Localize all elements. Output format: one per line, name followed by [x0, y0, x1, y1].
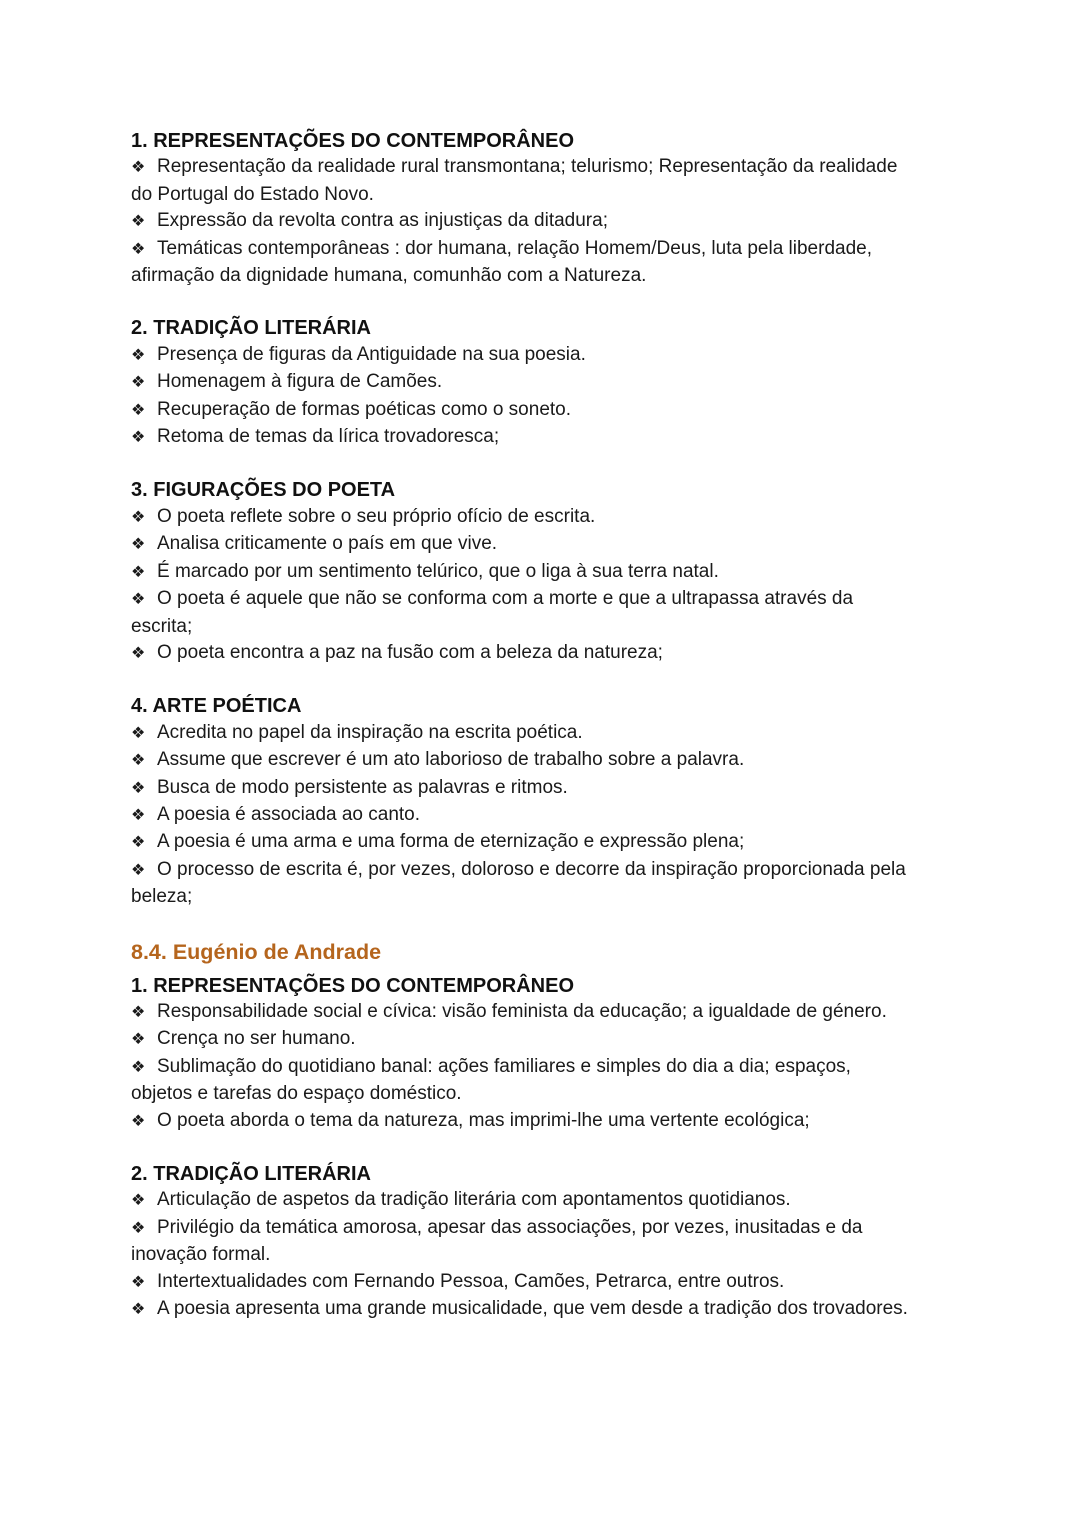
list-item: ❖ Intertextualidades com Fernando Pessoa, Camões, Petrarca, entre outros. — [131, 1269, 961, 1296]
section-tradicao-literaria — [131, 315, 961, 451]
list-item-continuation: afirmação da dignidade humana, comunhão com a Natureza. — [131, 265, 647, 287]
diamond-bullet-icon: ❖ — [131, 834, 146, 852]
diamond-bullet-icon: ❖ — [131, 1219, 146, 1237]
list-item: ❖ O poeta reflete sobre o seu próprio ofício de escrita. — [131, 504, 961, 531]
list-item: ❖ Busca de modo persistente as palavras e ritmos. — [131, 775, 961, 802]
document-page — [131, 128, 961, 1349]
list-item: ❖ Presença de figuras da Antiguidade na sua poesia. — [131, 342, 961, 369]
section-representacoes-contemporaneo-andrade — [131, 973, 961, 1135]
diamond-bullet-icon: ❖ — [131, 644, 146, 662]
section-heading: 2. TRADIÇÃO LITERÁRIA — [131, 1163, 371, 1185]
section-figuracoes-poeta — [131, 477, 961, 667]
section-heading: 2. TRADIÇÃO LITERÁRIA — [131, 317, 371, 340]
diamond-bullet-icon: ❖ — [131, 724, 146, 742]
section-heading: 3. FIGURAÇÕES DO POETA — [131, 479, 396, 502]
section-tradicao-literaria-andrade — [131, 1161, 961, 1323]
list-item-continuation: inovação formal. — [131, 1244, 271, 1266]
diamond-bullet-icon: ❖ — [131, 1273, 146, 1291]
list-item: ❖ Acredita no papel da inspiração na escrita poética. — [131, 720, 961, 747]
diamond-bullet-icon: ❖ — [131, 806, 146, 824]
list-item: ❖ O processo de escrita é, por vezes, doloroso e decorre da inspiração proporcionada pela — [131, 857, 961, 884]
list-item: ❖ O poeta encontra a paz na fusão com a beleza da natureza; — [131, 640, 961, 667]
list-item: ❖ A poesia é associada ao canto. — [131, 802, 961, 829]
list-item: ❖ Privilégio da temática amorosa, apesar das associações, por vezes, inusitadas e da — [131, 1215, 961, 1242]
list-item: ❖ Representação da realidade rural transmontana; telurismo; Representação da realidade — [131, 154, 961, 181]
list-item: ❖ Recuperação de formas poéticas como o soneto. — [131, 397, 961, 424]
section-heading: 1. REPRESENTAÇÕES DO CONTEMPORÂNEO — [131, 974, 575, 997]
list-item-continuation: beleza; — [131, 886, 193, 908]
diamond-bullet-icon: ❖ — [131, 159, 146, 177]
diamond-bullet-icon: ❖ — [131, 752, 146, 770]
diamond-bullet-icon: ❖ — [131, 429, 146, 447]
list-item: ❖ Articulação de aspetos da tradição literária com apontamentos quotidianos. — [131, 1187, 961, 1214]
list-item: ❖ Assume que escrever é um ato laborioso de trabalho sobre a palavra. — [131, 747, 961, 774]
list-item: ❖ Crença no ser humano. — [131, 1026, 961, 1053]
diamond-bullet-icon: ❖ — [131, 1031, 146, 1049]
section-heading: 1. REPRESENTAÇÕES DO CONTEMPORÂNEO — [131, 130, 575, 152]
chapter-title: 8.4. Eugénio de Andrade — [131, 939, 382, 964]
list-item: ❖ O poeta aborda o tema da natureza, mas imprimi-lhe uma vertente ecológica; — [131, 1108, 961, 1135]
diamond-bullet-icon: ❖ — [131, 1058, 146, 1076]
section-heading: 4. ARTE POÉTICA — [131, 695, 302, 718]
list-item: ❖ Sublimação do quotidiano banal: ações familiares e simples do dia a dia; espaços, — [131, 1054, 961, 1081]
list-item-continuation: do Portugal do Estado Novo. — [131, 183, 374, 205]
diamond-bullet-icon: ❖ — [131, 1112, 146, 1130]
diamond-bullet-icon: ❖ — [131, 1192, 146, 1210]
list-item: ❖ A poesia apresenta uma grande musicalidade, que vem desde a tradição dos trovadores. — [131, 1296, 961, 1323]
list-item: ❖ Temáticas contemporâneas : dor humana, relação Homem/Deus, luta pela liberdade, — [131, 236, 961, 263]
diamond-bullet-icon: ❖ — [131, 213, 146, 231]
list-item-continuation: escrita; — [131, 615, 193, 637]
list-item-continuation: objetos e tarefas do espaço doméstico. — [131, 1083, 462, 1105]
list-item: ❖ Retoma de temas da lírica trovadoresca; — [131, 424, 961, 451]
list-item: ❖ Analisa criticamente o país em que vive. — [131, 531, 961, 558]
diamond-bullet-icon: ❖ — [131, 779, 146, 797]
diamond-bullet-icon: ❖ — [131, 508, 146, 526]
list-item: ❖ Homenagem à figura de Camões. — [131, 369, 961, 396]
diamond-bullet-icon: ❖ — [131, 861, 146, 879]
list-item: ❖ É marcado por um sentimento telúrico, que o liga à sua terra natal. — [131, 559, 961, 586]
diamond-bullet-icon: ❖ — [131, 240, 146, 258]
list-item: ❖ Expressão da revolta contra as injustiças da ditadura; — [131, 208, 961, 235]
diamond-bullet-icon: ❖ — [131, 1301, 146, 1319]
diamond-bullet-icon: ❖ — [131, 563, 146, 581]
section-arte-poetica — [131, 693, 961, 910]
list-item: ❖ O poeta é aquele que não se conforma com a morte e que a ultrapassa através da — [131, 586, 961, 613]
diamond-bullet-icon: ❖ — [131, 1003, 146, 1021]
diamond-bullet-icon: ❖ — [131, 346, 146, 364]
section-representacoes-contemporaneo — [131, 128, 961, 289]
list-item: ❖ Responsabilidade social e cívica: visão feminista da educação; a igualdade de género. — [131, 999, 961, 1026]
diamond-bullet-icon: ❖ — [131, 374, 146, 392]
diamond-bullet-icon: ❖ — [131, 591, 146, 609]
diamond-bullet-icon: ❖ — [131, 536, 146, 554]
diamond-bullet-icon: ❖ — [131, 401, 146, 419]
list-item: ❖ A poesia é uma arma e uma forma de eternização e expressão plena; — [131, 829, 961, 856]
